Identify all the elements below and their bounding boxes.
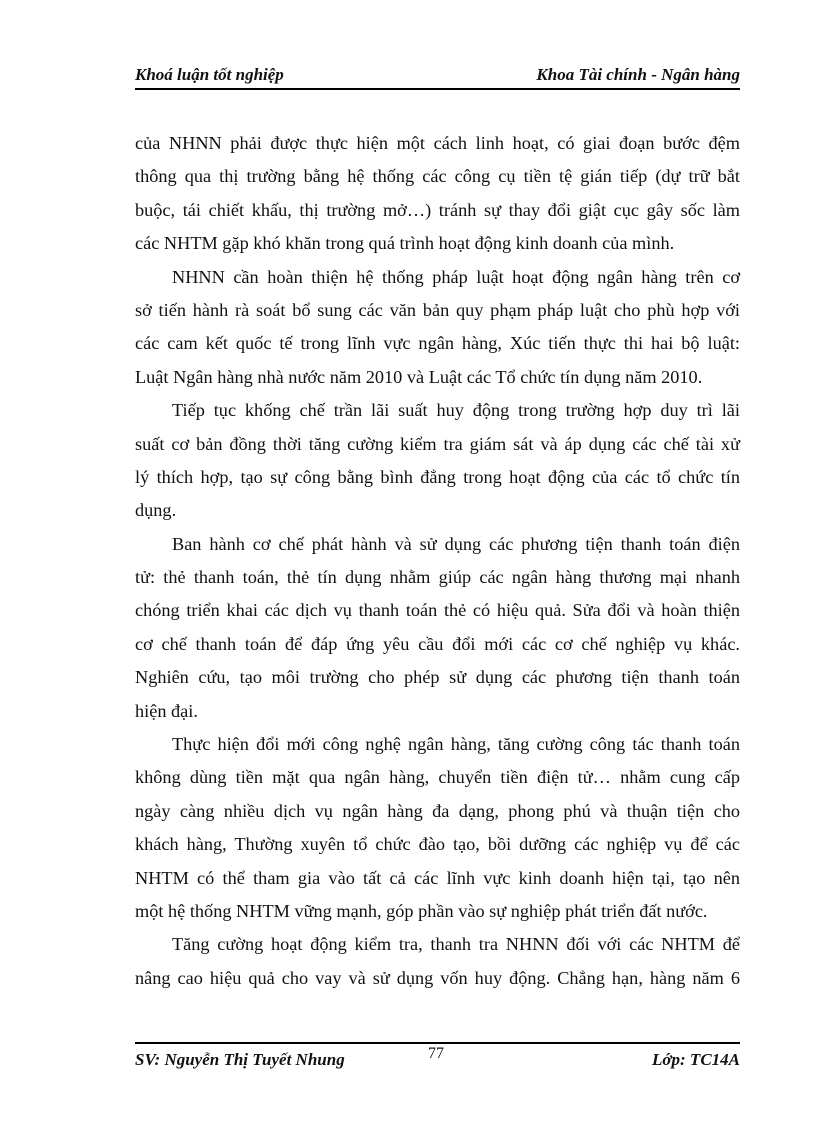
paragraph (135, 931, 740, 998)
page-footer (135, 1042, 740, 1074)
paragraph (135, 731, 740, 931)
text-line: cơ chế thanh toán để đáp ứng yêu cầu đổi mới các cơ chế nghiệp vụ khác. (135, 633, 740, 654)
footer-class: Lớp: TC14A (652, 1050, 740, 1069)
text-line: khách hàng, Thường xuyên tổ chức đào tạo, bồi dưỡng các nghiệp vụ để các (135, 834, 740, 855)
paragraph (135, 130, 740, 264)
text-line: lý thích hợp, tạo sự công bằng bình đẳng trong hoạt động của các tổ chức tín (135, 466, 740, 487)
text-line: NHTM có thể tham gia vào tất cả các lĩnh vực kinh doanh hiện tại, tạo nên (135, 867, 740, 888)
text-line: hiện đại. (135, 700, 198, 721)
text-line: NHNN cần hoàn thiện hệ thống pháp luật hoạt động ngân hàng trên cơ (172, 266, 740, 287)
text-line: Ban hành cơ chế phát hành và sử dụng các phương tiện thanh toán điện (172, 533, 740, 554)
text-line: Thực hiện đổi mới công nghệ ngân hàng, tăng cường công tác thanh toán (172, 734, 740, 755)
text-line: tử: thẻ thanh toán, thẻ tín dụng nhằm giúp các ngân hàng thương mại nhanh (135, 567, 740, 588)
text-line: dụng. (135, 500, 177, 521)
text-line: các cam kết quốc tế trong lĩnh vực ngân hàng, Xúc tiến thực thi hai bộ luật: (135, 333, 740, 354)
text-line: thông qua thị trường bằng hệ thống các công cụ tiền tệ gián tiếp (dự trữ bắt (135, 166, 740, 187)
page-number: 77 (428, 1045, 444, 1062)
text-line: Luật Ngân hàng nhà nước năm 2010 và Luật các Tổ chức tín dụng năm 2010. (135, 366, 703, 387)
text-line: nâng cao hiệu quả cho vay và sử dụng vốn huy động. Chẳng hạn, hàng năm 6 (135, 967, 740, 988)
text-line: chóng triển khai các dịch vụ thanh toán thẻ có hiệu quả. Sửa đổi và hoàn thiện (135, 600, 740, 621)
text-line: Tăng cường hoạt động kiểm tra, thanh tra NHNN đối với các NHTM để (172, 934, 740, 955)
text-line: của NHNN phải được thực hiện một cách linh hoạt, có giai đoạn bước đệm (135, 133, 740, 153)
text-line: buộc, tái chiết khấu, thị trường mở…) tránh sự thay đổi giật cục gây sốc làm (135, 199, 740, 220)
text-line: suất cơ bản đồng thời tăng cường kiểm tra giám sát và áp dụng các chế tài xử (135, 433, 740, 454)
text-line: sở tiến hành rà soát bổ sung các văn bản quy phạm pháp luật cho phù hợp với (135, 299, 740, 320)
page-header (135, 62, 740, 90)
text-line: các NHTM gặp khó khăn trong quá trình hoạt động kinh doanh của mình. (135, 233, 675, 254)
paragraph (135, 397, 740, 531)
paragraph (135, 264, 740, 398)
text-line: ngày càng nhiều dịch vụ ngân hàng đa dạng, phong phú và thuận tiện cho (135, 800, 740, 821)
header-department: Khoa Tài chính - Ngân hàng (536, 65, 740, 84)
text-line: một hệ thống NHTM vững mạnh, góp phần vào sự nghiệp phát triển đất nước. (135, 900, 708, 921)
header-thesis-title: Khoá luận tốt nghiệp (135, 65, 284, 84)
text-line: không dùng tiền mặt qua ngân hàng, chuyển tiền điện tử… nhằm cung cấp (135, 767, 740, 788)
footer-student-name: SV: Nguyễn Thị Tuyết Nhung (135, 1050, 345, 1069)
text-line: Tiếp tục khống chế trần lãi suất huy động trong trường hợp duy trì lãi (172, 400, 740, 421)
text-line: Nghiên cứu, tạo môi trường cho phép sử dụng các phương tiện thanh toán (135, 667, 740, 688)
document-body (135, 130, 740, 998)
paragraph (135, 531, 740, 731)
